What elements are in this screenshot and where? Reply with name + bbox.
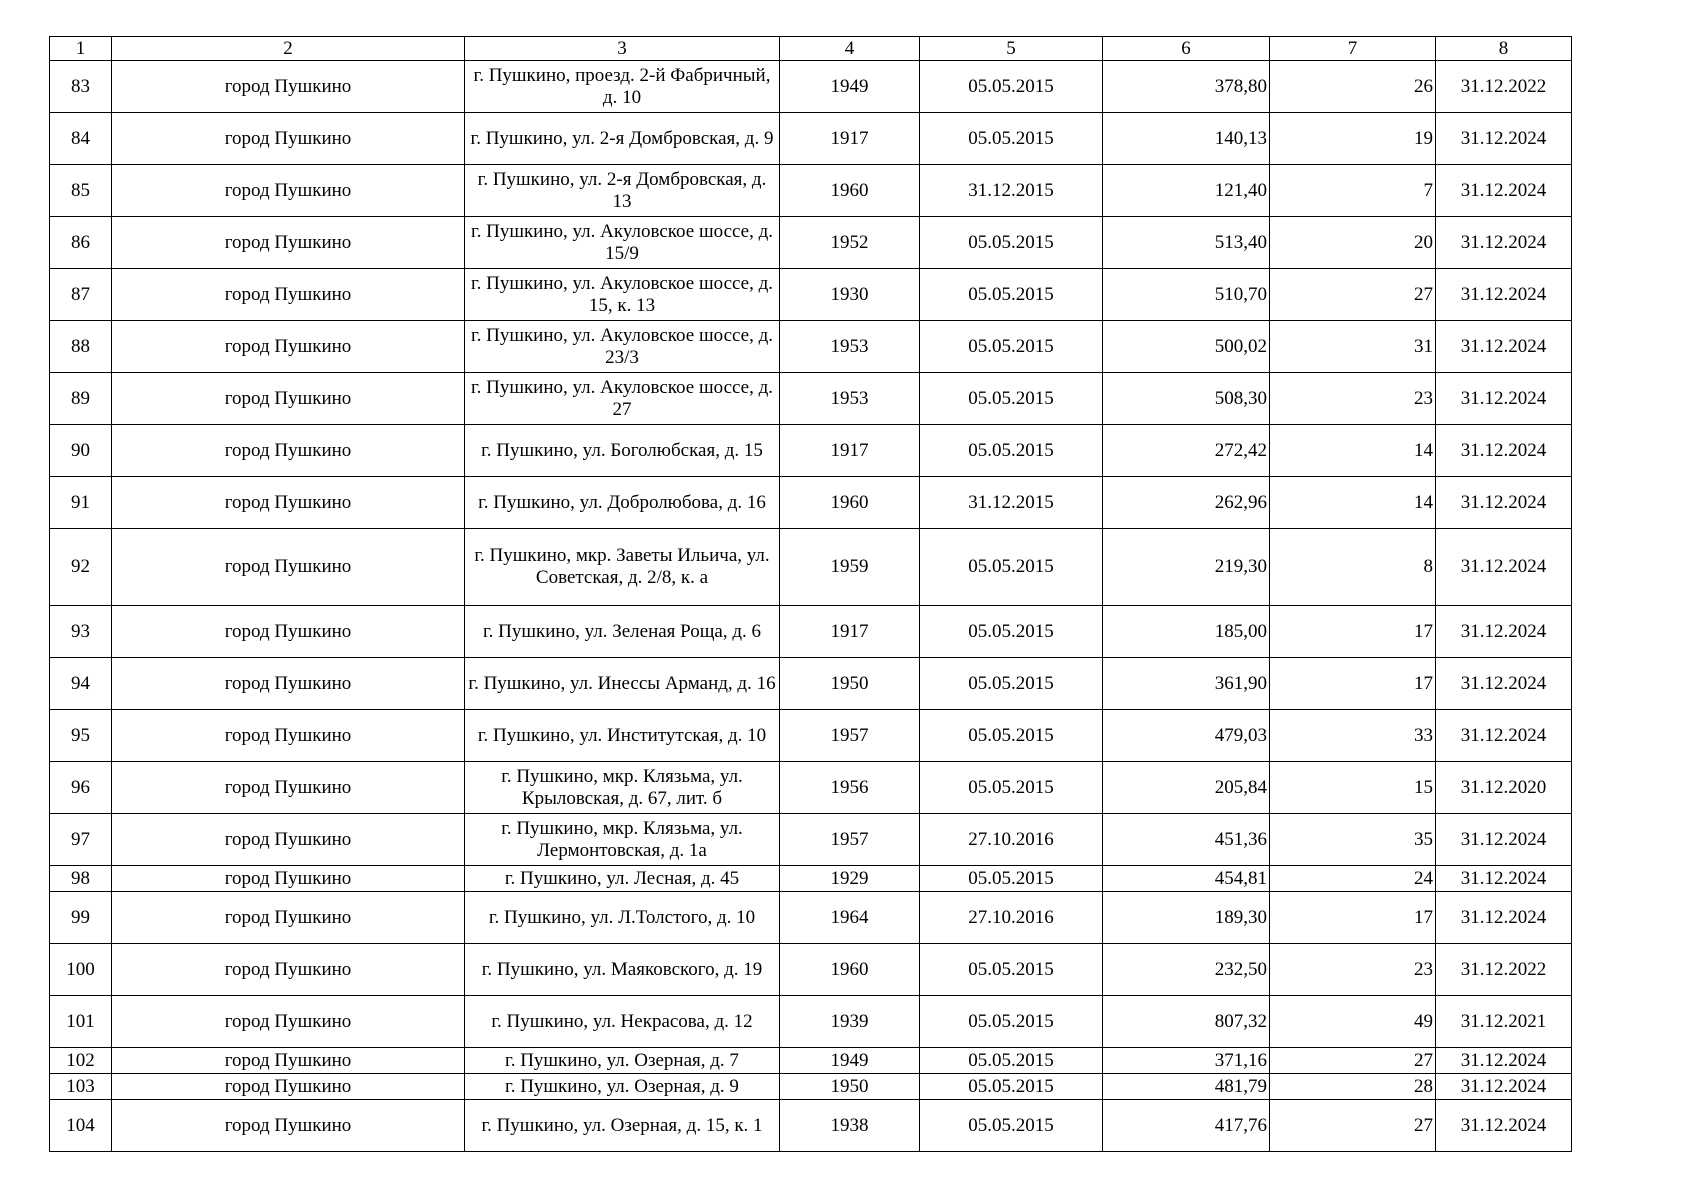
municipality-cell: город Пушкино: [112, 321, 465, 373]
column-header-1: 1: [50, 37, 112, 61]
deadline-cell: 31.12.2024: [1436, 217, 1572, 269]
row-number-cell: 99: [50, 892, 112, 944]
residents-cell: 24: [1270, 866, 1436, 892]
build-year-cell: 1949: [780, 61, 920, 113]
build-year-cell: 1964: [780, 892, 920, 944]
area-cell: 481,79: [1103, 1074, 1270, 1100]
address-cell: г. Пушкино, ул. Озерная, д. 9: [465, 1074, 780, 1100]
deadline-cell: 31.12.2024: [1436, 710, 1572, 762]
row-number-cell: 90: [50, 425, 112, 477]
address-cell: г. Пушкино, мкр. Заветы Ильича, ул. Советская, д. 2/8, к. а: [465, 529, 780, 606]
municipality-cell: город Пушкино: [112, 814, 465, 866]
table-row: [50, 373, 1572, 425]
column-header-7: 7: [1270, 37, 1436, 61]
build-year-cell: 1953: [780, 321, 920, 373]
table-row: [50, 762, 1572, 814]
address-cell: г. Пушкино, мкр. Клязьма, ул. Лермонтовская, д. 1а: [465, 814, 780, 866]
build-year-cell: 1960: [780, 944, 920, 996]
build-year-cell: 1917: [780, 425, 920, 477]
row-number-cell: 104: [50, 1100, 112, 1152]
deadline-cell: 31.12.2024: [1436, 1074, 1572, 1100]
row-number-cell: 91: [50, 477, 112, 529]
build-year-cell: 1929: [780, 866, 920, 892]
municipality-cell: город Пушкино: [112, 866, 465, 892]
municipality-cell: город Пушкино: [112, 217, 465, 269]
area-cell: 417,76: [1103, 1100, 1270, 1152]
municipality-cell: город Пушкино: [112, 529, 465, 606]
residents-cell: 31: [1270, 321, 1436, 373]
recognition-date-cell: 05.05.2015: [920, 321, 1103, 373]
area-cell: 378,80: [1103, 61, 1270, 113]
table-row: [50, 529, 1572, 606]
build-year-cell: 1930: [780, 269, 920, 321]
build-year-cell: 1949: [780, 1048, 920, 1074]
table-row: [50, 710, 1572, 762]
residents-cell: 23: [1270, 944, 1436, 996]
municipality-cell: город Пушкино: [112, 606, 465, 658]
address-cell: г. Пушкино, ул. 2-я Домбровская, д. 9: [465, 113, 780, 165]
deadline-cell: 31.12.2024: [1436, 165, 1572, 217]
build-year-cell: 1917: [780, 113, 920, 165]
area-cell: 140,13: [1103, 113, 1270, 165]
area-cell: 262,96: [1103, 477, 1270, 529]
address-cell: г. Пушкино, проезд. 2-й Фабричный, д. 10: [465, 61, 780, 113]
table-row: [50, 113, 1572, 165]
recognition-date-cell: 05.05.2015: [920, 1074, 1103, 1100]
municipality-cell: город Пушкино: [112, 165, 465, 217]
deadline-cell: 31.12.2024: [1436, 658, 1572, 710]
residents-cell: 49: [1270, 996, 1436, 1048]
build-year-cell: 1952: [780, 217, 920, 269]
row-number-cell: 89: [50, 373, 112, 425]
area-cell: 454,81: [1103, 866, 1270, 892]
row-number-cell: 87: [50, 269, 112, 321]
table-row: [50, 61, 1572, 113]
table-row: [50, 658, 1572, 710]
area-cell: 479,03: [1103, 710, 1270, 762]
residents-cell: 15: [1270, 762, 1436, 814]
address-cell: г. Пушкино, ул. Акуловское шоссе, д. 27: [465, 373, 780, 425]
deadline-cell: 31.12.2024: [1436, 1100, 1572, 1152]
residents-cell: 17: [1270, 606, 1436, 658]
column-header-3: 3: [465, 37, 780, 61]
residents-cell: 19: [1270, 113, 1436, 165]
recognition-date-cell: 05.05.2015: [920, 425, 1103, 477]
address-cell: г. Пушкино, ул. Зеленая Роща, д. 6: [465, 606, 780, 658]
address-cell: г. Пушкино, ул. Акуловское шоссе, д. 23/3: [465, 321, 780, 373]
residents-cell: 8: [1270, 529, 1436, 606]
recognition-date-cell: 05.05.2015: [920, 529, 1103, 606]
area-cell: 510,70: [1103, 269, 1270, 321]
municipality-cell: город Пушкино: [112, 425, 465, 477]
row-number-cell: 97: [50, 814, 112, 866]
municipality-cell: город Пушкино: [112, 658, 465, 710]
municipality-cell: город Пушкино: [112, 373, 465, 425]
address-cell: г. Пушкино, ул. Акуловское шоссе, д. 15, к. 13: [465, 269, 780, 321]
deadline-cell: 31.12.2024: [1436, 113, 1572, 165]
deadline-cell: 31.12.2024: [1436, 866, 1572, 892]
residents-cell: 20: [1270, 217, 1436, 269]
area-cell: 371,16: [1103, 1048, 1270, 1074]
column-header-4: 4: [780, 37, 920, 61]
area-cell: 272,42: [1103, 425, 1270, 477]
municipality-cell: город Пушкино: [112, 1048, 465, 1074]
residents-cell: 14: [1270, 477, 1436, 529]
recognition-date-cell: 05.05.2015: [920, 944, 1103, 996]
area-cell: 219,30: [1103, 529, 1270, 606]
recognition-date-cell: 05.05.2015: [920, 373, 1103, 425]
deadline-cell: 31.12.2024: [1436, 321, 1572, 373]
area-cell: 361,90: [1103, 658, 1270, 710]
recognition-date-cell: 05.05.2015: [920, 269, 1103, 321]
table-row: [50, 996, 1572, 1048]
residents-cell: 27: [1270, 269, 1436, 321]
residents-cell: 35: [1270, 814, 1436, 866]
row-number-cell: 84: [50, 113, 112, 165]
address-cell: г. Пушкино, ул. Некрасова, д. 12: [465, 996, 780, 1048]
address-cell: г. Пушкино, ул. Лесная, д. 45: [465, 866, 780, 892]
build-year-cell: 1938: [780, 1100, 920, 1152]
row-number-cell: 95: [50, 710, 112, 762]
row-number-cell: 102: [50, 1048, 112, 1074]
address-cell: г. Пушкино, ул. Институтская, д. 10: [465, 710, 780, 762]
build-year-cell: 1950: [780, 658, 920, 710]
deadline-cell: 31.12.2024: [1436, 606, 1572, 658]
address-cell: г. Пушкино, ул. Л.Толстого, д. 10: [465, 892, 780, 944]
residents-cell: 17: [1270, 658, 1436, 710]
deadline-cell: 31.12.2024: [1436, 373, 1572, 425]
build-year-cell: 1917: [780, 606, 920, 658]
area-cell: 807,32: [1103, 996, 1270, 1048]
residents-cell: 27: [1270, 1048, 1436, 1074]
column-header-8: 8: [1436, 37, 1572, 61]
area-cell: 508,30: [1103, 373, 1270, 425]
municipality-cell: город Пушкино: [112, 892, 465, 944]
build-year-cell: 1960: [780, 165, 920, 217]
residents-cell: 14: [1270, 425, 1436, 477]
recognition-date-cell: 05.05.2015: [920, 61, 1103, 113]
residents-cell: 28: [1270, 1074, 1436, 1100]
municipality-cell: город Пушкино: [112, 113, 465, 165]
municipality-cell: город Пушкино: [112, 762, 465, 814]
table-row: [50, 892, 1572, 944]
municipality-cell: город Пушкино: [112, 269, 465, 321]
recognition-date-cell: 05.05.2015: [920, 606, 1103, 658]
municipality-cell: город Пушкино: [112, 710, 465, 762]
area-cell: 500,02: [1103, 321, 1270, 373]
address-cell: г. Пушкино, ул. Боголюбская, д. 15: [465, 425, 780, 477]
residents-cell: 17: [1270, 892, 1436, 944]
table-row: [50, 814, 1572, 866]
recognition-date-cell: 05.05.2015: [920, 866, 1103, 892]
housing-table: [49, 36, 1572, 1152]
row-number-cell: 86: [50, 217, 112, 269]
area-cell: 451,36: [1103, 814, 1270, 866]
row-number-cell: 85: [50, 165, 112, 217]
deadline-cell: 31.12.2024: [1436, 477, 1572, 529]
recognition-date-cell: 05.05.2015: [920, 113, 1103, 165]
column-header-6: 6: [1103, 37, 1270, 61]
recognition-date-cell: 05.05.2015: [920, 1100, 1103, 1152]
deadline-cell: 31.12.2024: [1436, 269, 1572, 321]
row-number-cell: 103: [50, 1074, 112, 1100]
row-number-cell: 96: [50, 762, 112, 814]
recognition-date-cell: 05.05.2015: [920, 217, 1103, 269]
recognition-date-cell: 05.05.2015: [920, 762, 1103, 814]
row-number-cell: 92: [50, 529, 112, 606]
deadline-cell: 31.12.2024: [1436, 425, 1572, 477]
area-cell: 121,40: [1103, 165, 1270, 217]
municipality-cell: город Пушкино: [112, 1100, 465, 1152]
residents-cell: 27: [1270, 1100, 1436, 1152]
recognition-date-cell: 27.10.2016: [920, 892, 1103, 944]
deadline-cell: 31.12.2021: [1436, 996, 1572, 1048]
table-row: [50, 269, 1572, 321]
deadline-cell: 31.12.2022: [1436, 61, 1572, 113]
table-row: [50, 1074, 1572, 1100]
address-cell: г. Пушкино, ул. Озерная, д. 15, к. 1: [465, 1100, 780, 1152]
area-cell: 189,30: [1103, 892, 1270, 944]
build-year-cell: 1959: [780, 529, 920, 606]
address-cell: г. Пушкино, ул. Маяковского, д. 19: [465, 944, 780, 996]
residents-cell: 7: [1270, 165, 1436, 217]
residents-cell: 23: [1270, 373, 1436, 425]
municipality-cell: город Пушкино: [112, 1074, 465, 1100]
table-row: [50, 1100, 1572, 1152]
municipality-cell: город Пушкино: [112, 944, 465, 996]
build-year-cell: 1953: [780, 373, 920, 425]
area-cell: 513,40: [1103, 217, 1270, 269]
build-year-cell: 1950: [780, 1074, 920, 1100]
recognition-date-cell: 27.10.2016: [920, 814, 1103, 866]
deadline-cell: 31.12.2022: [1436, 944, 1572, 996]
table-row: [50, 477, 1572, 529]
build-year-cell: 1939: [780, 996, 920, 1048]
recognition-date-cell: 05.05.2015: [920, 658, 1103, 710]
table-row: [50, 321, 1572, 373]
recognition-date-cell: 31.12.2015: [920, 165, 1103, 217]
column-header-2: 2: [112, 37, 465, 61]
table-row: [50, 1048, 1572, 1074]
row-number-cell: 83: [50, 61, 112, 113]
address-cell: г. Пушкино, ул. Акуловское шоссе, д. 15/9: [465, 217, 780, 269]
row-number-cell: 88: [50, 321, 112, 373]
recognition-date-cell: 05.05.2015: [920, 710, 1103, 762]
area-cell: 185,00: [1103, 606, 1270, 658]
table-row: [50, 606, 1572, 658]
recognition-date-cell: 05.05.2015: [920, 1048, 1103, 1074]
address-cell: г. Пушкино, ул. Озерная, д. 7: [465, 1048, 780, 1074]
row-number-cell: 94: [50, 658, 112, 710]
column-number-header-row: [50, 37, 1572, 61]
deadline-cell: 31.12.2024: [1436, 814, 1572, 866]
build-year-cell: 1957: [780, 710, 920, 762]
build-year-cell: 1960: [780, 477, 920, 529]
table-row: [50, 425, 1572, 477]
address-cell: г. Пушкино, мкр. Клязьма, ул. Крыловская, д. 67, лит. б: [465, 762, 780, 814]
deadline-cell: 31.12.2024: [1436, 892, 1572, 944]
column-header-5: 5: [920, 37, 1103, 61]
address-cell: г. Пушкино, ул. 2-я Домбровская, д. 13: [465, 165, 780, 217]
table-row: [50, 165, 1572, 217]
build-year-cell: 1957: [780, 814, 920, 866]
row-number-cell: 100: [50, 944, 112, 996]
address-cell: г. Пушкино, ул. Инессы Арманд, д. 16: [465, 658, 780, 710]
table-row: [50, 217, 1572, 269]
deadline-cell: 31.12.2024: [1436, 1048, 1572, 1074]
recognition-date-cell: 31.12.2015: [920, 477, 1103, 529]
municipality-cell: город Пушкино: [112, 996, 465, 1048]
municipality-cell: город Пушкино: [112, 61, 465, 113]
row-number-cell: 98: [50, 866, 112, 892]
build-year-cell: 1956: [780, 762, 920, 814]
table-row: [50, 866, 1572, 892]
area-cell: 232,50: [1103, 944, 1270, 996]
row-number-cell: 101: [50, 996, 112, 1048]
residents-cell: 33: [1270, 710, 1436, 762]
recognition-date-cell: 05.05.2015: [920, 996, 1103, 1048]
row-number-cell: 93: [50, 606, 112, 658]
deadline-cell: 31.12.2020: [1436, 762, 1572, 814]
deadline-cell: 31.12.2024: [1436, 529, 1572, 606]
area-cell: 205,84: [1103, 762, 1270, 814]
address-cell: г. Пушкино, ул. Добролюбова, д. 16: [465, 477, 780, 529]
residents-cell: 26: [1270, 61, 1436, 113]
table-row: [50, 944, 1572, 996]
municipality-cell: город Пушкино: [112, 477, 465, 529]
